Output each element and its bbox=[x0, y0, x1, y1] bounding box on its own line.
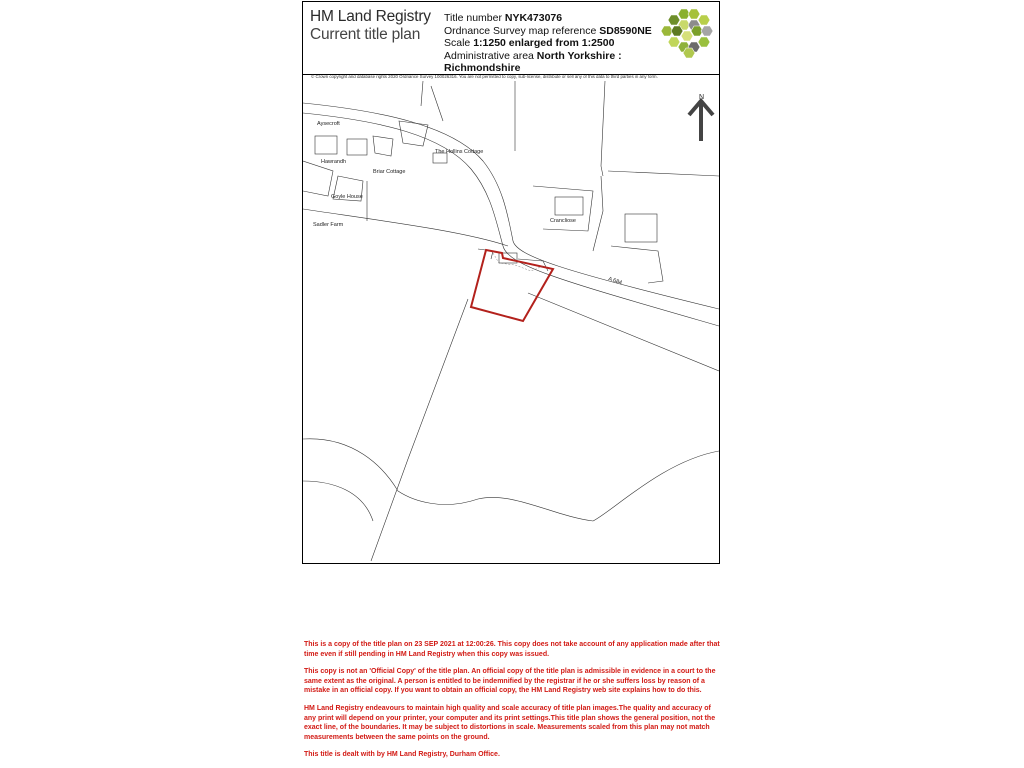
note-accuracy: HM Land Registry endeavours to maintain high quality and scale accuracy of title plan images.The quality and accuracy of any print will depend on your printer, your computer and its print settings.This title plan shows the general position, not the exact line, of the boundaries. It may be subject to distortions in scale. Measurements scaled from this plan may not match measurements between the same points on the ground. bbox=[304, 704, 716, 741]
map-label-sadler-farm: Sadler Farm bbox=[313, 222, 344, 228]
road-edge-south bbox=[303, 113, 719, 326]
admin-area: North Yorkshire : Richmondshire bbox=[444, 49, 622, 74]
os-map-ref-label: Ordnance Survey map reference bbox=[444, 24, 597, 37]
scale-value: 1:1250 enlarged from 1:2500 bbox=[473, 37, 615, 49]
copyright-notice: © Crown copyright and database rights 2020 Ordnance Survey 100026316. You are not permitted to copy, sub-license, distribute or sell any of this data to third parties in any form. bbox=[311, 74, 658, 79]
map-label-aysecroft: Aysecroft bbox=[317, 121, 340, 127]
map-label-goyle-house: Goyle House bbox=[331, 194, 363, 200]
road-edge-north bbox=[303, 103, 719, 309]
north-arrow-icon bbox=[689, 101, 713, 141]
plan-header bbox=[303, 2, 719, 75]
note-copy-date: This is a copy of the title plan on 23 SEP 2021 at 12:00:26. This copy does not take account of any application made after that time even if still pending in HM Land Registry when this copy was issued. bbox=[304, 641, 720, 658]
brand-name: HM Land Registry bbox=[310, 8, 431, 25]
title-number: NYK473076 bbox=[504, 12, 563, 24]
north-label: N bbox=[699, 94, 705, 101]
map-label-road: A 684 bbox=[607, 276, 623, 287]
map-label-briar-cottage: Briar Cottage bbox=[373, 169, 406, 175]
scale-label: Scale bbox=[444, 37, 471, 49]
os-map-ref: SD8590NE bbox=[599, 24, 652, 37]
hm-land-registry-logo-icon bbox=[661, 7, 717, 59]
note-office: This title is dealt with by HM Land Registry, Durham Office. bbox=[304, 751, 500, 759]
copy-notes bbox=[304, 640, 724, 768]
plan-metadata bbox=[444, 12, 669, 75]
plan-type: Current title plan bbox=[310, 26, 421, 43]
title-number-row bbox=[444, 12, 669, 25]
admin-area-label: Administrative area bbox=[444, 49, 534, 62]
admin-area-row bbox=[444, 50, 669, 75]
scale-row bbox=[444, 37, 669, 50]
os-map-ref-row bbox=[444, 25, 669, 38]
title-plan-sheet bbox=[302, 1, 720, 564]
field-boundary bbox=[371, 299, 468, 561]
note-official-copy: This copy is not an 'Official Copy' of the title plan. An official copy of the title plan is admissible in evidence in a court to the same extent as the original. A person is entitled to be indemnified by the registrar if he or she suffers loss by reason of a mistake in an official copy. If you want to obtain an official copy, the HM Land Registry web site explains how to do this. bbox=[304, 668, 716, 695]
title-plan-map bbox=[303, 81, 719, 563]
title-number-label: Title number bbox=[444, 12, 502, 24]
map-label-hollins-cottage: The Hollins Cottage bbox=[435, 149, 484, 155]
map-label-hawrandh: Hawrandh bbox=[321, 159, 347, 165]
map-label-crancliose: Crancliose bbox=[550, 218, 576, 224]
